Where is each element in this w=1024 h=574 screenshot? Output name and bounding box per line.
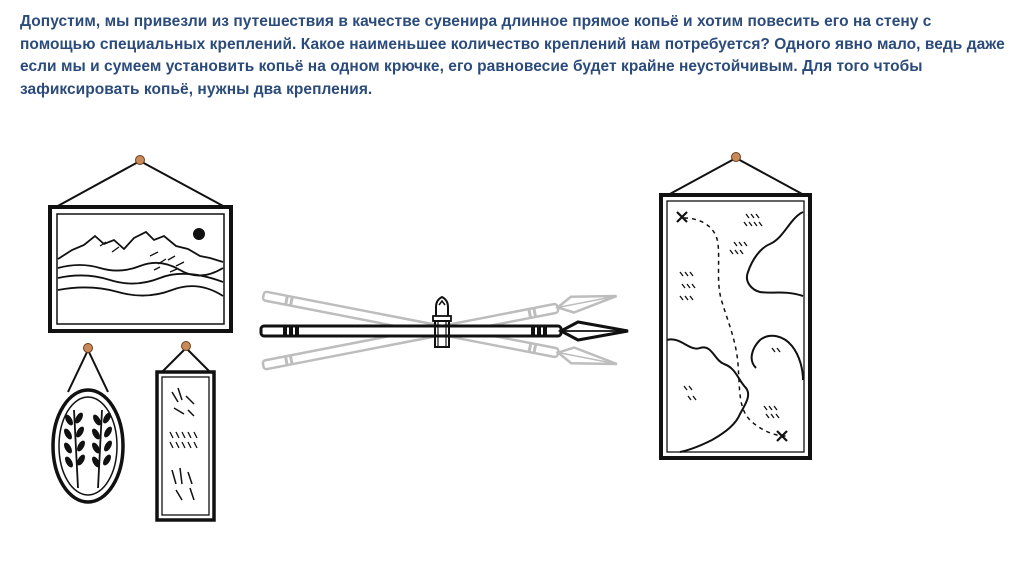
- scroll-hanging: [157, 342, 214, 521]
- nail-icon: [136, 156, 145, 165]
- sun-icon: [193, 228, 205, 240]
- wheat-oval-plaque: [53, 344, 123, 503]
- nail-icon: [182, 342, 191, 351]
- intro-paragraph: Допустим, мы привезли из путешествия в качестве сувенира длинное прямое копьё и хотим повесить его на стену с помощью специальных креплений. Какое наименьшее количество креплений нам потребуется? Одного явно мало, ведь даже если мы и сумеем установить копьё на одном крючке, его равновесие будет крайне неустойчивым. Для того чтобы зафиксировать копьё, нужны два крепления.: [20, 13, 1005, 98]
- treasure-map: [661, 153, 810, 459]
- nail-icon: [732, 153, 741, 162]
- nail-icon: [84, 344, 93, 353]
- hook-icon: [433, 297, 451, 347]
- landscape-picture: [50, 156, 231, 332]
